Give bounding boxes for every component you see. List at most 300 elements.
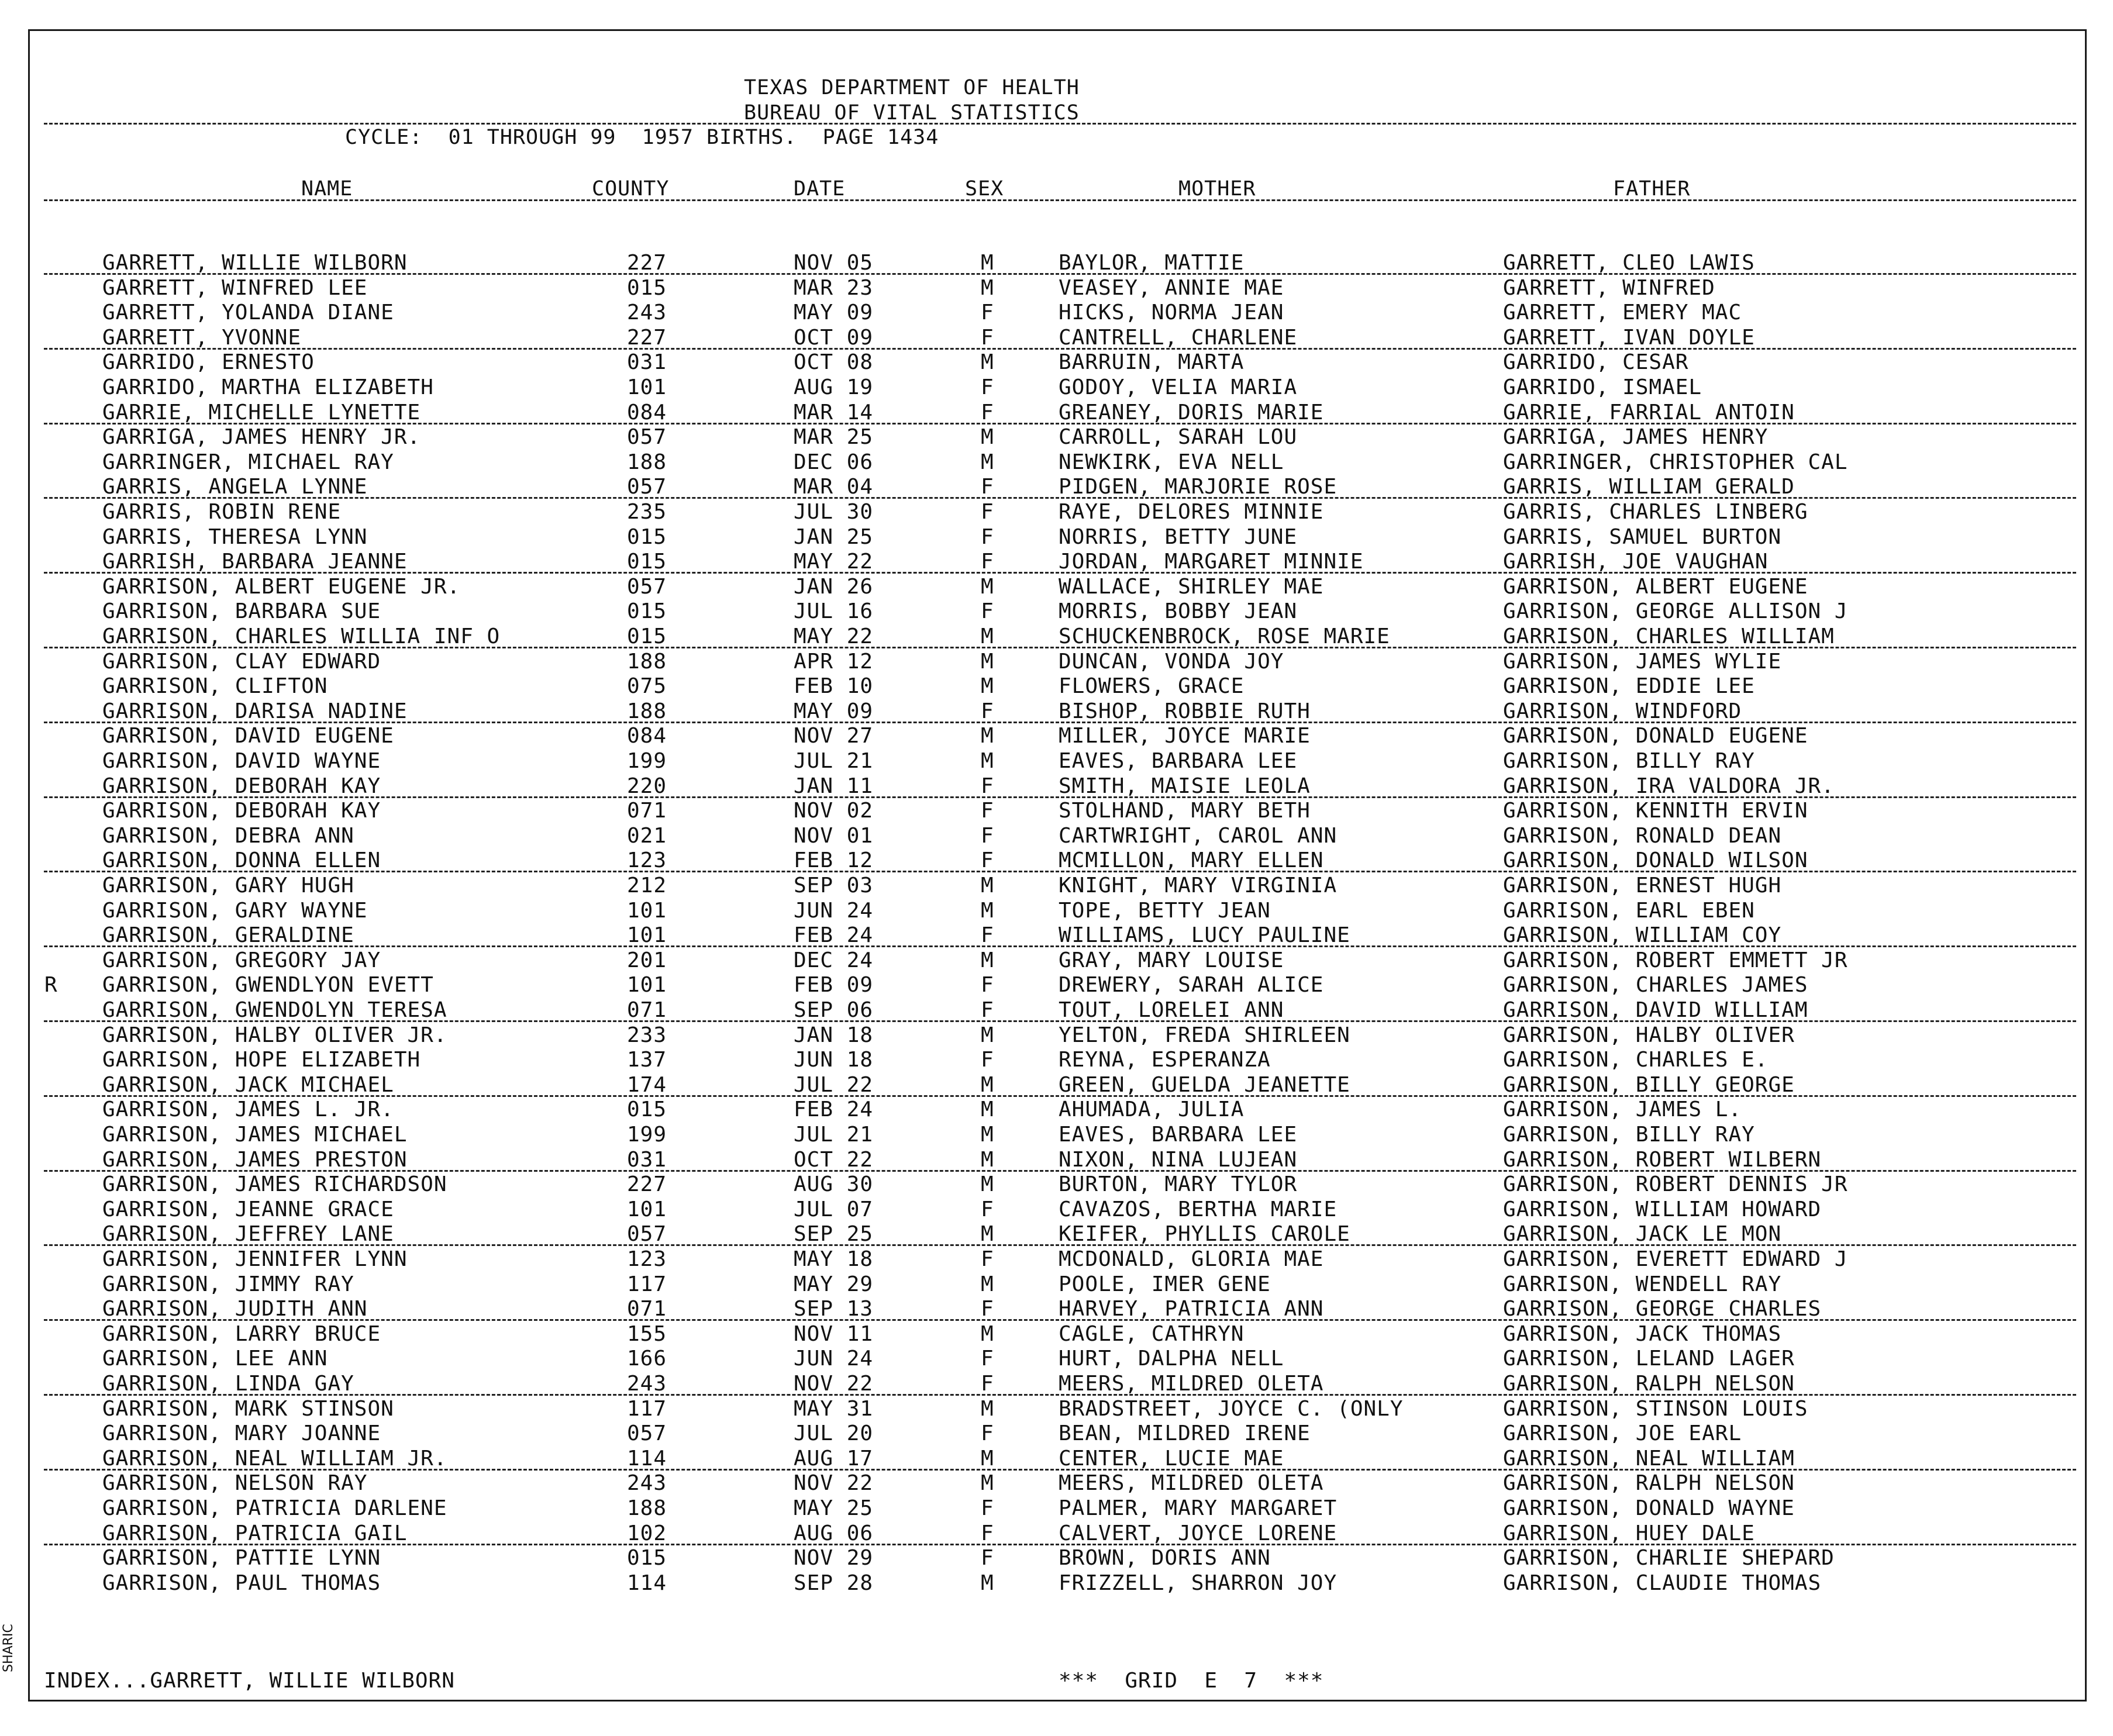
- record-mother: NEWKIRK, EVA NELL: [1059, 450, 1284, 474]
- record-county: 075: [627, 674, 667, 698]
- row-rule: [44, 1095, 2076, 1097]
- record-sex: M: [981, 1447, 994, 1471]
- record-name: GARRISON, BARBARA SUE: [102, 599, 381, 623]
- record-sex: F: [981, 998, 994, 1022]
- record-sex: F: [981, 599, 994, 623]
- record-father: GARRISON, ROBERT EMMETT JR: [1503, 948, 1848, 972]
- record-mother: BARRUIN, MARTA: [1059, 350, 1245, 374]
- record-sex: F: [981, 1347, 994, 1371]
- record-date: MAY 09: [794, 301, 874, 325]
- record-county: 031: [627, 350, 667, 374]
- record-name: GARRETT, YVONNE: [102, 326, 302, 350]
- record-name: GARRISON, CHARLES WILLIA INF O: [102, 624, 501, 648]
- record-sex: M: [981, 899, 994, 923]
- row-rule: [44, 871, 2076, 872]
- record-sex: F: [981, 1546, 994, 1570]
- record-county: 015: [627, 624, 667, 648]
- record-mother: STOLHAND, MARY BETH: [1059, 799, 1311, 823]
- record-county: 137: [627, 1048, 667, 1072]
- record-name: GARRISON, PATTIE LYNN: [102, 1546, 381, 1570]
- record-sex: M: [981, 1172, 994, 1196]
- record-name: GARRISON, DARISA NADINE: [102, 699, 408, 723]
- record-name: GARRIE, MICHELLE LYNETTE: [102, 401, 421, 424]
- record-name: GARRISON, GERALDINE: [102, 923, 354, 947]
- record-father: GARRIS, CHARLES LINBERG: [1503, 500, 1808, 524]
- record-name: GARRISON, HALBY OLIVER JR.: [102, 1023, 447, 1047]
- record-county: 199: [627, 1123, 667, 1147]
- record-father: GARRISON, HUEY DALE: [1503, 1521, 1755, 1545]
- record-county: 188: [627, 450, 667, 474]
- record-date: JUN 24: [794, 1347, 874, 1371]
- record-mother: VEASEY, ANNIE MAE: [1059, 276, 1284, 300]
- record-mother: CAGLE, CATHRYN: [1059, 1322, 1245, 1346]
- record-mother: BRADSTREET, JOYCE C. (ONLY: [1059, 1397, 1404, 1421]
- record-county: 101: [627, 375, 667, 399]
- record-mother: MEERS, MILDRED OLETA: [1059, 1471, 1324, 1495]
- record-sex: F: [981, 1297, 994, 1321]
- record-county: 057: [627, 1421, 667, 1445]
- record-mother: GODOY, VELIA MARIA: [1059, 375, 1298, 399]
- record-date: AUG 19: [794, 375, 874, 399]
- column-heading-rule: [44, 199, 2076, 201]
- record-county: 220: [627, 774, 667, 798]
- record-sex: M: [981, 350, 994, 374]
- row-rule: [44, 273, 2076, 275]
- record-county: 015: [627, 1097, 667, 1121]
- column-heading-mother: MOTHER: [1178, 177, 1256, 201]
- record-date: NOV 29: [794, 1546, 874, 1570]
- record-father: GARRETT, IVAN DOYLE: [1503, 326, 1755, 350]
- record-date: JUL 22: [794, 1073, 874, 1097]
- record-sex: M: [981, 1222, 994, 1246]
- record-name: GARRISON, PATRICIA DARLENE: [102, 1496, 447, 1520]
- record-name: GARRETT, YOLANDA DIANE: [102, 301, 394, 325]
- record-sex: M: [981, 1148, 994, 1172]
- record-father: GARRIDO, ISMAEL: [1503, 375, 1702, 399]
- row-rule: [44, 497, 2076, 499]
- record-name: GARRISON, JAMES RICHARDSON: [102, 1172, 447, 1196]
- record-date: OCT 08: [794, 350, 874, 374]
- record-mother: HARVEY, PATRICIA ANN: [1059, 1297, 1324, 1321]
- record-sex: F: [981, 1496, 994, 1520]
- record-county: 021: [627, 824, 667, 848]
- record-mother: GRAY, MARY LOUISE: [1059, 948, 1284, 972]
- record-mother: HURT, DALPHA NELL: [1059, 1347, 1284, 1371]
- record-mother: TOUT, LORELEI ANN: [1059, 998, 1284, 1022]
- record-name: GARRISON, LINDA GAY: [102, 1372, 354, 1396]
- record-sex: F: [981, 923, 994, 947]
- record-county: 117: [627, 1397, 667, 1421]
- record-name: GARRIGA, JAMES HENRY JR.: [102, 425, 421, 449]
- record-sex: M: [981, 1471, 994, 1495]
- record-date: AUG 17: [794, 1447, 874, 1471]
- record-mother: MEERS, MILDRED OLETA: [1059, 1372, 1324, 1396]
- record-sex: M: [981, 251, 994, 275]
- record-father: GARRISON, WENDELL RAY: [1503, 1272, 1782, 1296]
- column-heading-date: DATE: [794, 177, 846, 201]
- record-name: GARRIS, ANGELA LYNNE: [102, 475, 368, 499]
- row-rule: [44, 945, 2076, 947]
- record-date: JUN 18: [794, 1048, 874, 1072]
- record-mother: SCHUCKENBROCK, ROSE MARIE: [1059, 624, 1390, 648]
- column-heading-county: COUNTY: [592, 177, 670, 201]
- record-county: 031: [627, 1148, 667, 1172]
- record-name: GARRISON, CLIFTON: [102, 674, 328, 698]
- record-sex: F: [981, 973, 994, 997]
- record-name: GARRETT, WINFRED LEE: [102, 276, 368, 300]
- record-date: NOV 22: [794, 1471, 874, 1495]
- row-rule: [44, 1394, 2076, 1396]
- record-date: JUL 20: [794, 1421, 874, 1445]
- record-father: GARRISON, IRA VALDORA JR.: [1503, 774, 1835, 798]
- record-sex: F: [981, 699, 994, 723]
- record-sex: F: [981, 401, 994, 424]
- record-county: 071: [627, 998, 667, 1022]
- agency-title: TEXAS DEPARTMENT OF HEALTH: [744, 76, 1080, 99]
- grid-reference: *** GRID E 7 ***: [1059, 1669, 1324, 1693]
- record-father: GARRIE, FARRIAL ANTOIN: [1503, 401, 1795, 424]
- record-county: 227: [627, 251, 667, 275]
- record-sex: M: [981, 1571, 994, 1595]
- record-date: JUL 30: [794, 500, 874, 524]
- record-date: MAY 09: [794, 699, 874, 723]
- record-mother: TOPE, BETTY JEAN: [1059, 899, 1271, 923]
- record-father: GARRISON, BILLY GEORGE: [1503, 1073, 1795, 1097]
- record-name: GARRISON, JACK MICHAEL: [102, 1073, 394, 1097]
- record-father: GARRISON, BILLY RAY: [1503, 749, 1755, 773]
- record-mother: CALVERT, JOYCE LORENE: [1059, 1521, 1338, 1545]
- record-sex: F: [981, 375, 994, 399]
- record-father: GARRISON, DONALD EUGENE: [1503, 724, 1808, 748]
- record-father: GARRISON, STINSON LOUIS: [1503, 1397, 1808, 1421]
- record-name: GARRISON, NELSON RAY: [102, 1471, 368, 1495]
- record-mother: BROWN, DORIS ANN: [1059, 1546, 1271, 1570]
- record-date: JAN 26: [794, 575, 874, 599]
- record-sex: F: [981, 1247, 994, 1271]
- record-mother: RAYE, DELORES MINNIE: [1059, 500, 1324, 524]
- record-county: 015: [627, 276, 667, 300]
- record-name: GARRISON, GWENDOLYN TERESA: [102, 998, 447, 1022]
- record-father: GARRISON, CHARLES WILLIAM: [1503, 624, 1835, 648]
- record-father: GARRISON, RALPH NELSON: [1503, 1471, 1795, 1495]
- record-mother: BAYLOR, MATTIE: [1059, 251, 1245, 275]
- record-sex: M: [981, 874, 994, 898]
- record-name: GARRISON, MARY JOANNE: [102, 1421, 381, 1445]
- record-sex: M: [981, 450, 994, 474]
- record-mother: KNIGHT, MARY VIRGINIA: [1059, 874, 1338, 898]
- record-name: GARRISON, LEE ANN: [102, 1347, 328, 1371]
- record-mother: BURTON, MARY TYLOR: [1059, 1172, 1298, 1196]
- record-name: GARRISON, DEBRA ANN: [102, 824, 354, 848]
- record-name: GARRISON, JAMES L. JR.: [102, 1097, 394, 1121]
- record-county: 199: [627, 749, 667, 773]
- record-father: GARRIS, SAMUEL BURTON: [1503, 525, 1782, 549]
- record-mother: CENTER, LUCIE MAE: [1059, 1447, 1284, 1471]
- record-sex: F: [981, 774, 994, 798]
- record-sex: F: [981, 1197, 994, 1221]
- record-name: GARRISON, JAMES PRESTON: [102, 1148, 408, 1172]
- record-sex: M: [981, 425, 994, 449]
- record-county: 084: [627, 401, 667, 424]
- record-county: 235: [627, 500, 667, 524]
- record-sex: M: [981, 1073, 994, 1097]
- record-mother: HICKS, NORMA JEAN: [1059, 301, 1284, 325]
- record-date: JAN 11: [794, 774, 874, 798]
- record-county: 114: [627, 1447, 667, 1471]
- record-county: 057: [627, 575, 667, 599]
- record-date: JUL 16: [794, 599, 874, 623]
- record-sex: M: [981, 724, 994, 748]
- record-mother: POOLE, IMER GENE: [1059, 1272, 1271, 1296]
- record-mother: MCDONALD, GLORIA MAE: [1059, 1247, 1324, 1271]
- record-mother: KEIFER, PHYLLIS CAROLE: [1059, 1222, 1350, 1246]
- record-mother: NIXON, NINA LUJEAN: [1059, 1148, 1298, 1172]
- record-father: GARRISON, RONALD DEAN: [1503, 824, 1782, 848]
- record-mother: BEAN, MILDRED IRENE: [1059, 1421, 1311, 1445]
- record-father: GARRISON, DONALD WILSON: [1503, 848, 1808, 872]
- record-mother: WALLACE, SHIRLEY MAE: [1059, 575, 1324, 599]
- record-county: 243: [627, 301, 667, 325]
- record-father: GARRIS, WILLIAM GERALD: [1503, 475, 1795, 499]
- record-sex: M: [981, 948, 994, 972]
- record-mother: CANTRELL, CHARLENE: [1059, 326, 1298, 350]
- record-county: 015: [627, 525, 667, 549]
- record-name: GARRISON, DEBORAH KAY: [102, 774, 381, 798]
- record-county: 233: [627, 1023, 667, 1047]
- record-county: 101: [627, 973, 667, 997]
- record-father: GARRIGA, JAMES HENRY: [1503, 425, 1769, 449]
- record-date: JUL 07: [794, 1197, 874, 1221]
- record-sex: M: [981, 674, 994, 698]
- record-date: MAR 25: [794, 425, 874, 449]
- record-sex: M: [981, 1272, 994, 1296]
- record-sex: F: [981, 550, 994, 574]
- record-name: GARRISON, MARK STINSON: [102, 1397, 394, 1421]
- record-date: MAY 22: [794, 550, 874, 574]
- record-date: FEB 12: [794, 848, 874, 872]
- row-rule: [44, 423, 2076, 424]
- record-name: GARRIDO, MARTHA ELIZABETH: [102, 375, 434, 399]
- record-sex: M: [981, 1397, 994, 1421]
- record-name: GARRISON, PATRICIA GAIL: [102, 1521, 408, 1545]
- record-name: GARRISON, GWENDLYON EVETT: [102, 973, 434, 997]
- record-mother: MILLER, JOYCE MARIE: [1059, 724, 1311, 748]
- record-county: 057: [627, 425, 667, 449]
- record-date: NOV 02: [794, 799, 874, 823]
- record-father: GARRISON, DONALD WAYNE: [1503, 1496, 1795, 1520]
- record-date: JAN 25: [794, 525, 874, 549]
- record-father: GARRISON, ROBERT WILBERN: [1503, 1148, 1822, 1172]
- record-father: GARRETT, WINFRED: [1503, 276, 1715, 300]
- record-name: GARRISON, LARRY BRUCE: [102, 1322, 381, 1346]
- record-date: FEB 09: [794, 973, 874, 997]
- record-father: GARRISON, WINDFORD: [1503, 699, 1742, 723]
- header-rule: [44, 123, 2076, 125]
- record-mother: WILLIAMS, LUCY PAULINE: [1059, 923, 1350, 947]
- record-father: GARRISON, JOE EARL: [1503, 1421, 1742, 1445]
- record-mother: PALMER, MARY MARGARET: [1059, 1496, 1338, 1520]
- record-date: NOV 27: [794, 724, 874, 748]
- record-date: OCT 22: [794, 1148, 874, 1172]
- record-name: GARRISON, GARY HUGH: [102, 874, 354, 898]
- record-sex: M: [981, 1123, 994, 1147]
- record-date: MAY 29: [794, 1272, 874, 1296]
- row-rule: [44, 572, 2076, 574]
- record-mother: EAVES, BARBARA LEE: [1059, 749, 1298, 773]
- record-name: GARRISH, BARBARA JEANNE: [102, 550, 408, 574]
- record-name: GARRISON, JUDITH ANN: [102, 1297, 368, 1321]
- row-rule: [44, 1170, 2076, 1172]
- record-date: MAY 22: [794, 624, 874, 648]
- record-father: GARRISON, JAMES L.: [1503, 1097, 1742, 1121]
- index-line: INDEX...GARRETT, WILLIE WILBORN: [44, 1669, 455, 1693]
- record-mother: PIDGEN, MARJORIE ROSE: [1059, 475, 1338, 499]
- record-father: GARRISH, JOE VAUGHAN: [1503, 550, 1769, 574]
- record-mother: DUNCAN, VONDA JOY: [1059, 650, 1284, 674]
- record-name: GARRISON, ALBERT EUGENE JR.: [102, 575, 461, 599]
- record-county: 102: [627, 1521, 667, 1545]
- record-father: GARRISON, ROBERT DENNIS JR: [1503, 1172, 1848, 1196]
- record-county: 084: [627, 724, 667, 748]
- row-rule: [44, 1544, 2076, 1545]
- record-sex: F: [981, 799, 994, 823]
- record-sex: F: [981, 848, 994, 872]
- record-county: 114: [627, 1571, 667, 1595]
- record-name: GARRISON, PAUL THOMAS: [102, 1571, 381, 1595]
- record-date: MAY 18: [794, 1247, 874, 1271]
- record-county: 227: [627, 326, 667, 350]
- record-county: 071: [627, 1297, 667, 1321]
- record-date: SEP 06: [794, 998, 874, 1022]
- record-date: NOV 22: [794, 1372, 874, 1396]
- record-name: GARRISON, JIMMY RAY: [102, 1272, 354, 1296]
- record-sex: F: [981, 525, 994, 549]
- record-name: GARRISON, JAMES MICHAEL: [102, 1123, 408, 1147]
- column-heading-name: NAME: [301, 177, 353, 201]
- record-father: GARRETT, CLEO LAWIS: [1503, 251, 1755, 275]
- record-mother: GREEN, GUELDA JEANETTE: [1059, 1073, 1350, 1097]
- record-date: SEP 25: [794, 1222, 874, 1246]
- record-name: GARRETT, WILLIE WILBORN: [102, 251, 408, 275]
- record-name: GARRISON, HOPE ELIZABETH: [102, 1048, 421, 1072]
- record-mother: NORRIS, BETTY JUNE: [1059, 525, 1298, 549]
- record-sex: M: [981, 1023, 994, 1047]
- record-date: JAN 18: [794, 1023, 874, 1047]
- record-county: 015: [627, 550, 667, 574]
- record-father: GARRISON, JACK THOMAS: [1503, 1322, 1782, 1346]
- record-county: 227: [627, 1172, 667, 1196]
- record-name: GARRISON, CLAY EDWARD: [102, 650, 381, 674]
- record-mother: CARROLL, SARAH LOU: [1059, 425, 1298, 449]
- record-sex: F: [981, 500, 994, 524]
- record-date: AUG 30: [794, 1172, 874, 1196]
- record-date: DEC 06: [794, 450, 874, 474]
- record-father: GARRISON, ALBERT EUGENE: [1503, 575, 1808, 599]
- record-father: GARRISON, CHARLES JAMES: [1503, 973, 1808, 997]
- record-county: 057: [627, 475, 667, 499]
- record-father: GARRISON, CHARLES E.: [1503, 1048, 1769, 1072]
- record-father: GARRISON, EDDIE LEE: [1503, 674, 1755, 698]
- record-mother: AHUMADA, JULIA: [1059, 1097, 1245, 1121]
- record-county: 123: [627, 848, 667, 872]
- row-rule: [44, 647, 2076, 648]
- record-name: GARRISON, GREGORY JAY: [102, 948, 381, 972]
- record-father: GARRIDO, CESAR: [1503, 350, 1689, 374]
- record-name: GARRIDO, ERNESTO: [102, 350, 315, 374]
- record-county: 101: [627, 923, 667, 947]
- row-rule: [44, 796, 2076, 798]
- record-date: SEP 13: [794, 1297, 874, 1321]
- record-sex: M: [981, 650, 994, 674]
- record-name: GARRISON, JENNIFER LYNN: [102, 1247, 408, 1271]
- record-father: GARRISON, HALBY OLIVER: [1503, 1023, 1795, 1047]
- side-stamp: SHARIC: [1, 1624, 16, 1672]
- record-county: 117: [627, 1272, 667, 1296]
- record-county: 071: [627, 799, 667, 823]
- record-date: MAR 23: [794, 276, 874, 300]
- record-father: GARRISON, GEORGE ALLISON J: [1503, 599, 1848, 623]
- record-date: JUL 21: [794, 1123, 874, 1147]
- record-sex: M: [981, 624, 994, 648]
- record-date: JUL 21: [794, 749, 874, 773]
- row-rule: [44, 722, 2076, 723]
- record-county: 243: [627, 1372, 667, 1396]
- row-rule: [44, 1469, 2076, 1471]
- record-date: NOV 05: [794, 251, 874, 275]
- record-name: GARRISON, DONNA ELLEN: [102, 848, 381, 872]
- record-name: GARRISON, DEBORAH KAY: [102, 799, 381, 823]
- record-county: 201: [627, 948, 667, 972]
- record-mother: EAVES, BARBARA LEE: [1059, 1123, 1298, 1147]
- record-county: 101: [627, 1197, 667, 1221]
- record-father: GARRISON, JAMES WYLIE: [1503, 650, 1782, 674]
- record-mother: SMITH, MAISIE LEOLA: [1059, 774, 1311, 798]
- record-father: GARRISON, KENNITH ERVIN: [1503, 799, 1808, 823]
- record-date: SEP 28: [794, 1571, 874, 1595]
- record-date: MAY 25: [794, 1496, 874, 1520]
- record-mother: FLOWERS, GRACE: [1059, 674, 1245, 698]
- record-name: GARRIS, THERESA LYNN: [102, 525, 368, 549]
- record-mother: CARTWRIGHT, CAROL ANN: [1059, 824, 1338, 848]
- record-name: GARRISON, JEFFREY LANE: [102, 1222, 394, 1246]
- record-father: GARRISON, BILLY RAY: [1503, 1123, 1755, 1147]
- record-sex: F: [981, 1048, 994, 1072]
- bureau-title: BUREAU OF VITAL STATISTICS: [744, 101, 1080, 125]
- record-father: GARRISON, JACK LE MON: [1503, 1222, 1782, 1246]
- record-sex: F: [981, 1372, 994, 1396]
- record-county: 243: [627, 1471, 667, 1495]
- record-date: MAY 31: [794, 1397, 874, 1421]
- record-name: GARRISON, DAVID WAYNE: [102, 749, 381, 773]
- record-date: NOV 01: [794, 824, 874, 848]
- record-county: 174: [627, 1073, 667, 1097]
- record-date: OCT 09: [794, 326, 874, 350]
- record-father: GARRISON, RALPH NELSON: [1503, 1372, 1795, 1396]
- record-county: 188: [627, 650, 667, 674]
- record-county: 188: [627, 699, 667, 723]
- record-father: GARRISON, WILLIAM COY: [1503, 923, 1782, 947]
- record-county: 015: [627, 1546, 667, 1570]
- record-sex: F: [981, 326, 994, 350]
- record-mark: R: [44, 973, 57, 997]
- record-date: APR 12: [794, 650, 874, 674]
- record-sex: M: [981, 1097, 994, 1121]
- row-rule: [44, 348, 2076, 350]
- record-sex: M: [981, 276, 994, 300]
- record-sex: F: [981, 1521, 994, 1545]
- record-sex: F: [981, 301, 994, 325]
- record-sex: F: [981, 824, 994, 848]
